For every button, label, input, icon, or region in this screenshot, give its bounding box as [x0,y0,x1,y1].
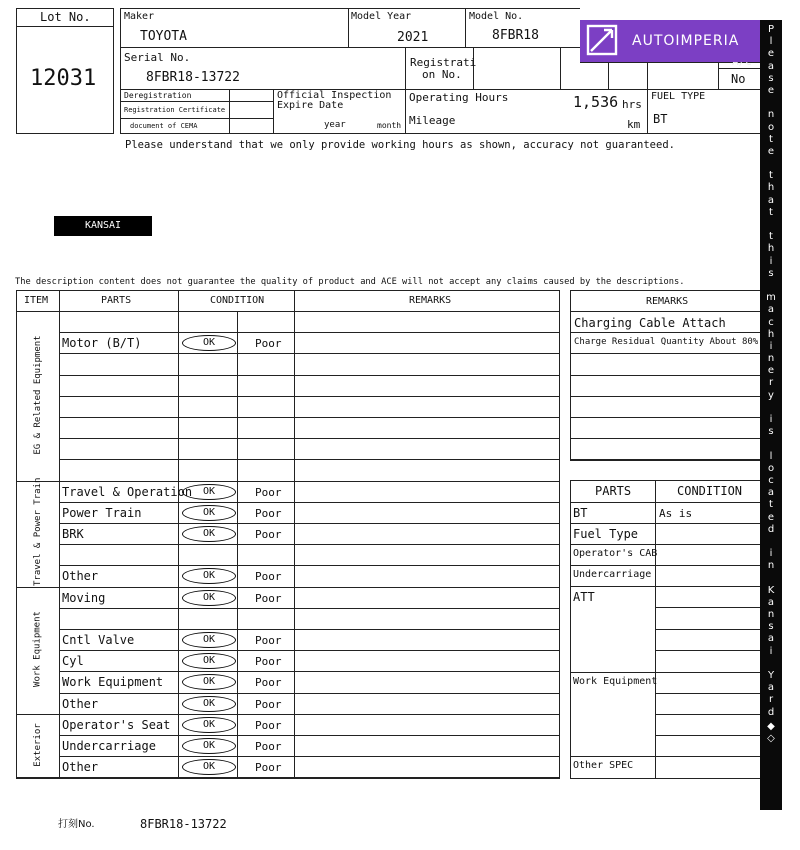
banner-char: i [769,340,773,352]
row-part-label: Operator's Seat [62,717,171,732]
lot-number: 12031 [30,66,97,91]
row-part-label: Other [62,569,99,584]
maker-label: Maker [124,11,155,22]
row-part-label: Work Equipment [62,675,164,690]
banner-char: e [767,511,775,523]
banner-char [769,438,772,450]
banner-char: m [766,292,776,304]
ok-condition-option[interactable]: OK [182,759,236,775]
maker-value: TOYOTA [140,29,187,44]
parts-row-condition: As is [659,507,693,520]
banner-char: n [767,609,775,620]
banner-char [769,219,772,231]
logo-mark-icon [582,20,622,62]
registration-label: Registrati [410,56,477,69]
condition-head: CONDITION [677,484,743,498]
poor-condition-option[interactable]: Poor [255,697,282,711]
ok-condition-option[interactable]: OK [182,674,236,690]
poor-condition-option[interactable]: Poor [255,634,282,647]
banner-char: d [767,523,775,535]
banner-char: s [768,72,774,84]
banner-char: a [767,633,775,645]
row-part-label: BRK [62,527,84,541]
banner-char: e [767,145,775,157]
ok-condition-option[interactable]: OK [182,653,236,669]
banner-char: s [768,267,774,279]
operating-hours-value: 1,536 [573,93,619,111]
banner-char: t [769,133,773,145]
ok-condition-option[interactable]: OK [182,526,236,542]
parts-row-label: Fuel Type [573,527,639,541]
remarks-row: Charging Cable Attach [574,316,726,330]
serial-label: Serial No. [124,51,191,64]
remarks-row: Charge Residual Quantity About 80% [574,337,759,348]
head-item: ITEM [24,295,49,306]
dereg-doc-label: document of CEMA [130,122,198,130]
model-no-label: Model No. [469,11,524,22]
banner-char: a [767,682,775,694]
ok-condition-option[interactable]: OK [182,738,236,754]
banner-char: c [768,316,774,328]
banner-char: n [767,560,775,572]
banner-char: a [767,487,775,499]
banner-char: a [767,60,775,72]
registration-label-2: on No. [422,68,462,81]
stamp-value: 8FBR18-13722 [140,817,227,831]
row-part-label: Other [62,760,99,775]
banner-char: o [767,462,775,474]
poor-condition-option[interactable]: Poor [255,485,282,499]
lot-label: Lot No. [40,10,91,24]
banner-char: r [768,694,774,706]
banner-char: d [767,706,775,718]
banner-char: i [769,645,773,657]
stamp-label: 打刻No. [58,819,95,830]
model-year-value: 2021 [397,30,429,45]
operating-hours-label: Operating Hours [409,91,509,104]
banner-char: h [767,243,775,255]
row-part-label: Power Train [62,505,142,520]
ac-value: No [731,72,746,86]
banner-char: a [767,194,775,206]
banner-char: t [769,170,773,182]
banner-char: K [767,584,775,596]
banner-char: y [768,389,774,401]
banner-char: r [768,377,774,389]
fuel-type-value: BT [653,112,668,126]
ok-condition-option[interactable]: OK [182,696,236,712]
head-parts: PARTS [101,295,132,306]
parts-row-label: Operator's CAB [573,548,658,559]
diamond-outline-icon: ◇ [767,732,775,744]
banner-char: i [769,548,773,560]
yard-badge: KANSAI [54,216,152,236]
poor-condition-option[interactable]: Poor [255,528,282,541]
inspection-label-2: Expire Date [277,100,344,111]
banner-char: e [767,365,775,377]
description-notice: The description content does not guarantee the quality of product and ACE will not accept any claims caused by the descriptions. [15,277,685,287]
poor-condition-option[interactable]: Poor [255,718,282,732]
banner-char: i [769,414,773,425]
row-part-label: Travel & Operation [62,484,193,499]
banner-char: n [767,109,775,121]
banner-char: Y [767,669,775,681]
banner-char: o [767,121,775,133]
poor-condition-option[interactable]: Poor [255,506,282,520]
banner-char: i [769,255,773,267]
banner-char: c [768,474,774,486]
banner-char: P [767,24,775,35]
row-part-label: Motor (B/T) [62,336,142,351]
head-condition: CONDITION [210,295,265,306]
parts-row-label: Work Equipment [573,676,658,687]
banner-char [769,658,772,670]
row-part-label: Cyl [62,654,84,669]
poor-condition-option[interactable]: Poor [255,655,282,669]
year-label: year [324,120,346,130]
parts-row-label: Undercarriage [573,569,652,580]
section-label: Exterior [32,722,43,767]
banner-char: t [769,231,773,243]
model-year-label: Model Year [351,11,412,22]
section-label: Travel & Power Train [33,477,43,586]
poor-condition-option[interactable]: Poor [255,761,282,775]
parts-head: PARTS [595,484,632,498]
poor-condition-option[interactable]: Poor [255,676,282,690]
parts-row-label: Other SPEC [573,760,634,771]
ok-condition-option[interactable]: OK [182,568,236,584]
poor-condition-option[interactable]: Poor [255,337,282,351]
ok-condition-option[interactable]: OK [182,717,236,733]
banner-char [769,97,772,109]
hrs-unit: hrs [622,98,642,111]
inspection-label: Official Inspection [277,90,392,101]
banner-char: l [769,36,773,48]
banner-char [769,280,772,292]
parts-row-label: ATT [573,590,595,604]
banner-char: t [769,499,773,511]
banner-char [769,572,772,584]
km-unit: km [627,118,641,131]
banner-char: a [767,304,775,316]
month-label: month [377,121,402,130]
row-part-label: Cntl Valve [62,633,135,647]
vertical-banner [760,20,782,810]
row-part-label: Moving [62,590,106,605]
fuel-type-label: FUEL TYPE [651,91,706,102]
model-no-value: 8FBR18 [492,28,539,43]
section-label: Work Equipment [33,611,43,688]
head-remarks: REMARKS [409,295,452,306]
banner-char: t [769,206,773,218]
ok-condition-option[interactable]: OK [182,335,236,351]
deregistration-label: Deregistration [124,91,192,100]
banner-char: s [768,621,774,633]
banner-char: l [769,450,773,462]
section-label: EG & Related Equipment [33,335,43,455]
poor-condition-option[interactable]: Poor [255,570,282,584]
banner-char: e [767,84,775,96]
row-part-label: Other [62,696,99,711]
banner-char: e [767,48,775,60]
banner-char: n [767,353,775,365]
remarks-head: REMARKS [646,296,689,307]
ok-condition-option[interactable]: OK [182,484,236,500]
ok-condition-option[interactable]: OK [182,632,236,648]
autoimperia-logo [580,20,780,62]
ok-condition-option[interactable]: OK [182,590,236,606]
dereg-cert-label: Registration Certificate [124,106,226,114]
ok-condition-option[interactable]: OK [182,505,236,521]
banner-char [769,158,772,170]
logo-text: AUTOIMPERIA [632,33,740,49]
banner-char [769,536,772,548]
banner-char: a [767,596,775,608]
poor-condition-option[interactable]: Poor [255,740,282,753]
banner-char [769,402,772,414]
poor-condition-option[interactable]: Poor [255,591,282,605]
hours-notice: Please understand that we only provide working hours as shown, accuracy not guaranteed. [125,139,675,151]
parts-row-label: BT [573,506,588,520]
banner-char: h [767,182,775,194]
row-part-label: Undercarriage [62,739,156,753]
serial-value: 8FBR18-13722 [146,70,240,85]
diamond-filled-icon: ◆ [767,720,775,732]
banner-char: s [768,426,774,438]
banner-char: h [767,328,775,340]
mileage-label: Mileage [409,114,456,127]
